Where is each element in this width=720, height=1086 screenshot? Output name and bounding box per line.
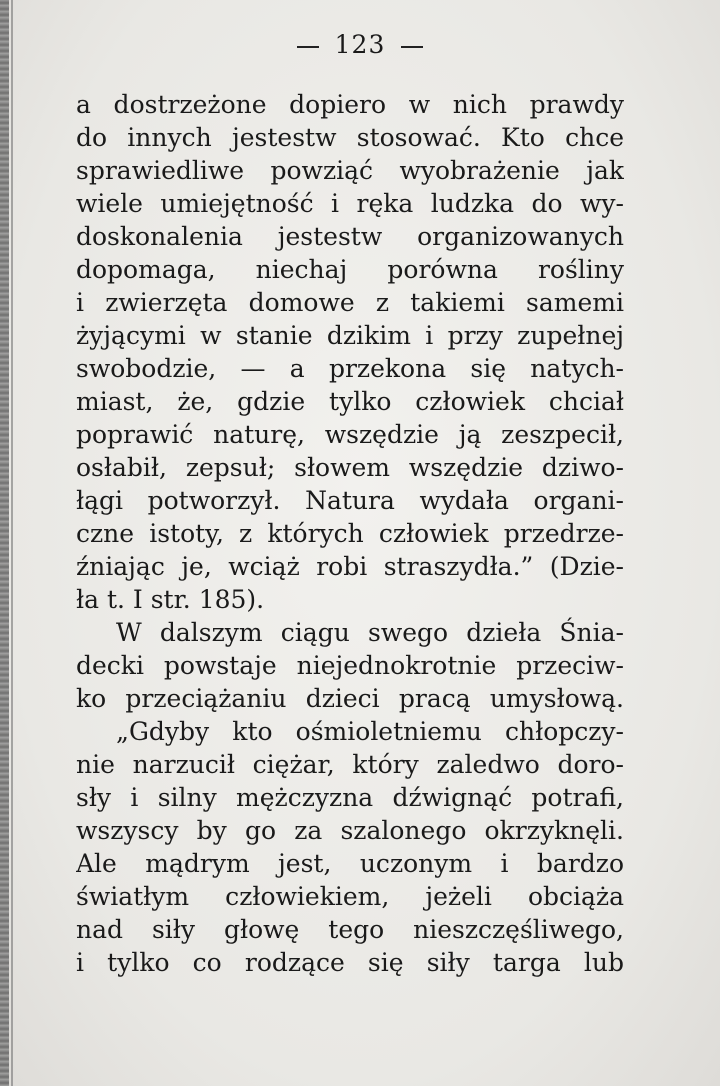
text-line: sprawiedliwe powziąć wyobrażenie jak <box>76 156 624 185</box>
text-line: do innych jestestw stosować. Kto chce <box>76 123 624 152</box>
text-line: W dalszym ciągu swego dzieła Śnia- <box>116 618 624 647</box>
header-dash-right <box>401 46 423 48</box>
text-line: i zwierzęta domowe z takiemi samemi <box>76 288 624 317</box>
text-line: ko przeciążaniu dzieci pracą umysłową. <box>76 684 624 713</box>
text-line: Ale mądrym jest, uczonym i bardzo <box>76 849 624 878</box>
text-line: „Gdyby kto ośmioletniemu chłopczy- <box>116 717 624 746</box>
text-line: poprawić naturę, wszędzie ją zeszpecił, <box>76 420 624 449</box>
text-line: żyjącymi w stanie dzikim i przy zupełnej <box>76 321 624 350</box>
text-line: światłym człowiekiem, jeżeli obciąża <box>76 882 624 911</box>
text-line: miast, że, gdzie tylko człowiek chciał <box>76 387 624 416</box>
text-line: swobodzie, — a przekona się natych- <box>76 354 624 383</box>
body-text <box>76 88 624 979</box>
text-line: sły i silny mężczyzna dźwignąć potrafi, <box>76 783 624 812</box>
binding-edge <box>0 0 9 1086</box>
text-line: źniając je, wciąż robi straszydła.” (Dzie- <box>76 552 624 581</box>
text-line: czne istoty, z których człowiek przedrze- <box>76 519 624 548</box>
text-line: ła t. I str. 185). <box>76 585 265 614</box>
text-line: i tylko co rodzące się siły targa lub <box>76 948 624 977</box>
text-line: wiele umiejętność i ręka ludzka do wy- <box>76 189 624 218</box>
text-line: nad siły głowę tego nieszczęśliwego, <box>76 915 624 944</box>
text-line: a dostrzeżone dopiero w nich prawdy <box>76 90 624 119</box>
page-header <box>0 30 720 59</box>
page-number: 123 <box>334 30 386 59</box>
text-line: decki powstaje niejednokrotnie przeciw- <box>76 651 624 680</box>
text-line: dopomaga, niechaj porówna rośliny <box>76 255 624 284</box>
text-line: wszyscy by go za szalonego okrzyknęli. <box>76 816 624 845</box>
text-line: doskonalenia jestestw organizowanych <box>76 222 624 251</box>
binding-line <box>11 0 13 1086</box>
text-line: łągi potworzył. Natura wydała organi- <box>76 486 624 515</box>
text-line: nie narzucił ciężar, który zaledwo doro- <box>76 750 624 779</box>
text-line: osłabił, zepsuł; słowem wszędzie dziwo- <box>76 453 624 482</box>
header-dash-left <box>297 46 319 48</box>
